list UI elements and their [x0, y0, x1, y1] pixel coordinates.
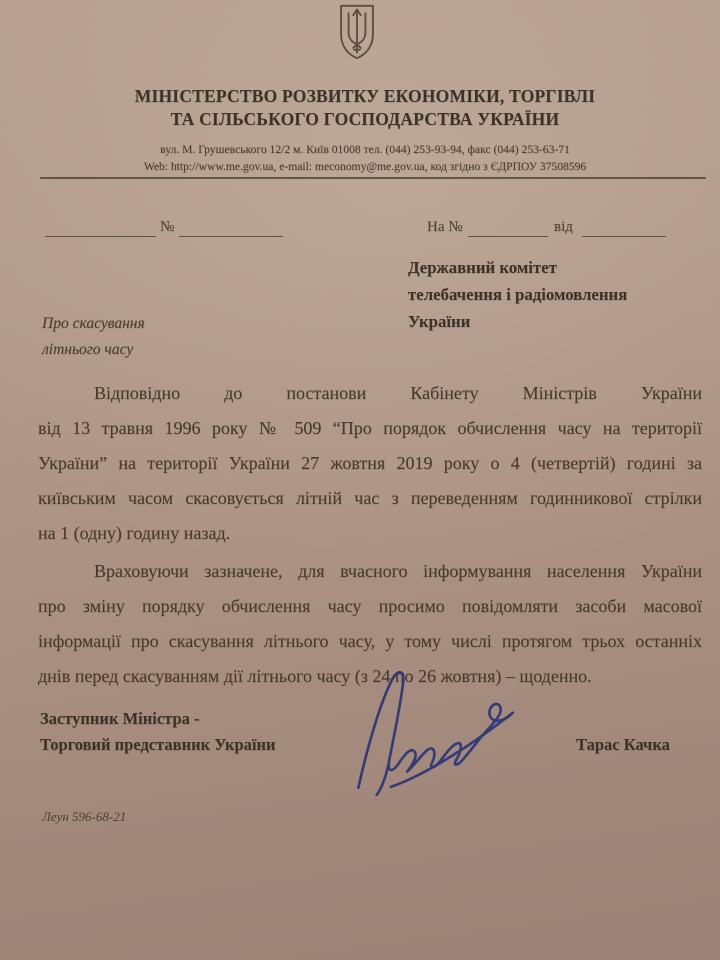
signer-name: Тарас Качка [576, 735, 670, 754]
number-label: № [160, 219, 175, 235]
recipient-block [408, 254, 698, 335]
body-line: Враховуючи зазначене, для вчасного інформування населення України [94, 561, 702, 581]
signer-position [40, 706, 370, 758]
reply-date-blank-line [582, 236, 666, 237]
reply-number-blank-line [468, 236, 548, 237]
recipient-line2: телебачення і радіомовлення [408, 285, 628, 304]
letterhead-contacts [20, 141, 710, 175]
body-paragraph-1 [38, 376, 702, 551]
subject-block [42, 311, 262, 363]
letterhead-divider [40, 177, 706, 179]
body-line: Відповідно до постанови Кабінету Міністрів України [94, 383, 702, 403]
ministry-title [20, 85, 710, 131]
ukraine-trident-icon [336, 3, 378, 61]
recipient-line1: Державний комітет [408, 258, 557, 277]
body-line: інформації про скасування літнього часу, у тому числі протягом трьох останніх [38, 631, 702, 651]
body-line: України” на території України 27 жовтня 2019 року о 4 (четвертій) годині за [38, 453, 702, 473]
recipient-line3: України [408, 312, 471, 331]
signer-position-line1: Заступник Міністра - [40, 709, 200, 728]
body-line: київським часом скасовується літній час з переведенням годинникової стрілки [38, 488, 702, 508]
ministry-title-line2: ТА СІЛЬСЬКОГО ГОСПОДАРСТВА УКРАЇНИ [170, 109, 560, 129]
date-blank-line [45, 236, 156, 237]
executor-note: Леун 596-68-21 [42, 809, 127, 824]
signer-position-line2: Торговий представник України [40, 735, 276, 754]
handwritten-signature [342, 666, 520, 796]
body-line: про зміну порядку обчислення часу просимо повідомляти засоби масової [38, 596, 702, 616]
number-blank-line [179, 236, 283, 237]
body-line: днів перед скасуванням дії літнього часу (з 24 по 26 жовтня) – щоденно. [38, 666, 592, 686]
reply-number-label: На № [427, 219, 463, 235]
contact-web-line: Web: http://www.me.gov.ua, e-mail: meconomy@me.gov.ua, код згідно з ЄДРПОУ 37508596 [143, 160, 587, 173]
ministry-title-line1: МІНІСТЕРСТВО РОЗВИТКУ ЕКОНОМІКИ, ТОРГІВЛІ [134, 86, 596, 106]
subject-line1: Про скасування [42, 315, 145, 332]
reply-date-label: від [554, 219, 573, 235]
body-line: від 13 травня 1996 року № 509 “Про порядок обчислення часу на території [38, 418, 702, 438]
contact-address-line: вул. М. Грушевського 12/2 м. Київ 01008 тел. (044) 253-93-94, факс (044) 253-63-71 [160, 143, 570, 156]
body-line: на 1 (одну) годину назад. [38, 523, 231, 543]
subject-line2: літнього часу [42, 341, 134, 358]
